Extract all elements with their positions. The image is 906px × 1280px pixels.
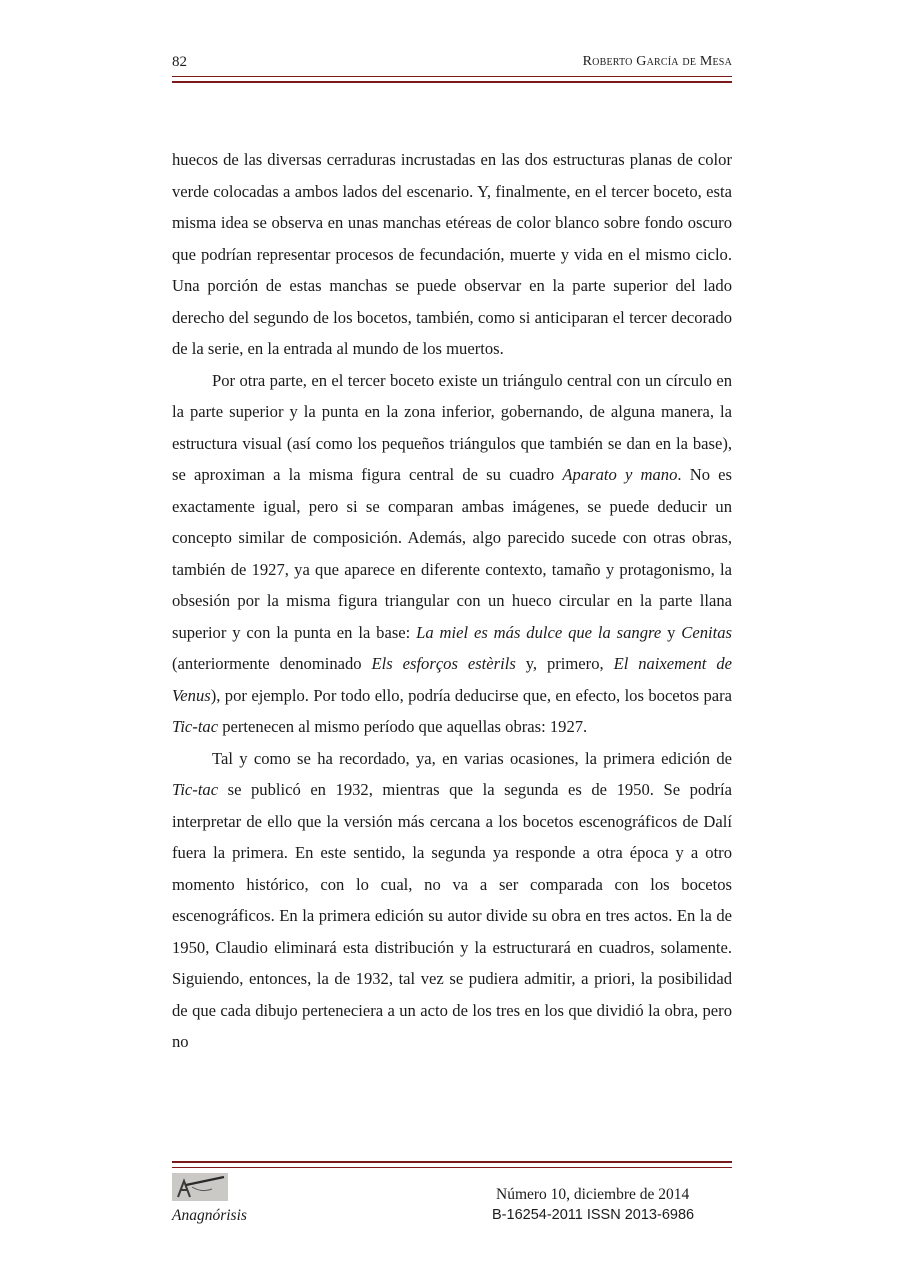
work-title-tic-tac: Tic-tac (172, 780, 219, 799)
p2-text-6: ), por ejemplo. Por todo ello, podría deducirse que, en efecto, los bocetos para (210, 685, 732, 705)
p2-text-2: . No es exactamente igual, pero si se comparan ambas imágenes, se puede deducir un concepto similar de composición. Además, algo parecido sucede con otras obras, también de 1927, ya que aparece en diferente contexto, tamaño y protagonismo, la obsesión por la misma figura triangular con un hueco circular en la parte llana superior y con la punta en la base: (172, 465, 732, 642)
p3-text-2: se publicó en 1932, mientras que la segunda es de 1950. Se podría interpretar de ello que la versión más cercana a los bocetos escenográficos de Dalí fuera la primera. En este sentido, la segunda ya responde a otra época y a otro momento histórico, con lo cual, no va a ser comparada con los bocetos escenográficos. En la primera edición su autor divide su obra en tres actos. En la de 1950, Claudio eliminará esta distribución y la estructurará en cuadros, solamente. Siguiendo, entonces, la de 1932, tal vez se pudiera admitir, a priori, la posibilidad de que cada dibujo perteneciera a un acto de los tres en los que dividió la obra, pero no (172, 780, 732, 1051)
footer-rule (172, 1161, 732, 1168)
header-rule (172, 76, 732, 83)
p2-text-5: y, primero, (515, 654, 614, 673)
issue-info: Número 10, diciembre de 2014 (496, 1186, 690, 1203)
running-head-author: Roberto García de Mesa (582, 54, 732, 69)
work-title-el-naixement: El naixement de Venus (172, 654, 732, 705)
p2-text-1: Por otra parte, en el tercer boceto existe un triángulo central con un círculo en la parte superior y la punta en la zona inferior, gobernando, de alguna manera, la estructura visual (así como los pequeños triángulos que también se dan en la base), se aproximan a la misma figura central de su cuadro (172, 370, 732, 484)
p3-text-1: Tal y como se ha recordado, ya, en varias ocasiones, la primera edición de (212, 748, 732, 768)
anagnorisis-logo-icon (172, 1173, 228, 1201)
work-title-aparato-y-mano: Aparato y mano (562, 465, 678, 484)
issn-info: B-16254-2011 ISSN 2013-6986 (492, 1207, 695, 1223)
paragraph-2 (172, 365, 732, 743)
body-text (172, 144, 732, 1058)
journal-name: Anagnórisis (172, 1207, 247, 1224)
page-number: 82 (172, 54, 187, 70)
p2-text-3: y (661, 622, 682, 642)
work-title-la-miel: La miel es más dulce que la sangre (416, 622, 662, 642)
work-title-tic-tac: Tic-tac (172, 717, 219, 736)
work-title-els-esforcos: Els esforços estèrils (371, 654, 516, 673)
p2-text-4: (anteriormente denominado (172, 654, 372, 673)
paragraph-1: huecos de las diversas cerraduras incrustadas en las dos estructuras planas de color verde colocadas a ambos lados del escenario. Y, finalmente, en el tercer boceto, esta misma idea se observa en unas manchas etéreas de color blanco sobre fondo oscuro que podrían representar procesos de fecundación, muerte y vida en el mismo ciclo. Una porción de estas manchas se puede observar en la parte superior del lado derecho del segundo de los bocetos, también, como si anticiparan el tercer decorado de la serie, en la entrada al mundo de los muertos. (172, 150, 732, 358)
p2-text-7: pertenecen al mismo período que aquellas obras: 1927. (218, 717, 588, 736)
work-title-cenitas: Cenitas (681, 622, 732, 642)
paragraph-3 (172, 743, 732, 1058)
